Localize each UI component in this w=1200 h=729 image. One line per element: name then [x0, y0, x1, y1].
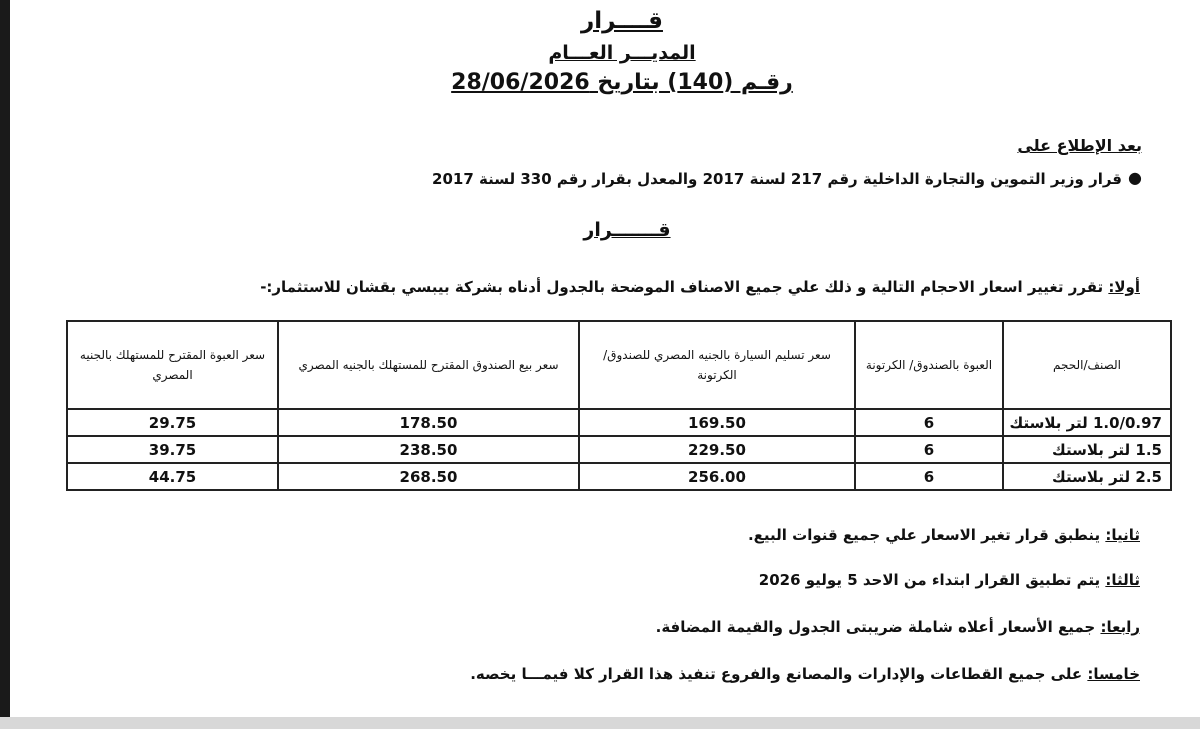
bullet-icon: ●	[1128, 168, 1142, 187]
clause-third-text: يتم تطبيق القرار ابتداء من الاحد 5 يوليو 2026	[758, 571, 1106, 589]
clause-second-text: ينطبق قرار تغير الاسعار علي جميع قنوات البيع.	[747, 526, 1106, 544]
clause-third-label: ثالثا:	[1105, 571, 1140, 589]
clause-second	[748, 526, 1140, 544]
clause-second-label: ثانيا:	[1105, 526, 1140, 544]
cell-size: 1.5 لتر بلاستك	[1003, 436, 1171, 463]
col-header-size: الصنف/الحجم	[1003, 321, 1171, 409]
clause-first-text: تقرر تغيير اسعار الاحجام التالية و ذلك علي جميع الاصناف الموضحة بالجدول أدناه بشركة بيبسي بقشان للاستثمار:-	[260, 278, 1109, 296]
clause-third	[759, 571, 1140, 589]
clause-fourth-label: رابعا:	[1100, 618, 1140, 636]
clause-fifth-text: على جميع القطاعات والإدارات والمصانع والفروع تنفيذ هذا القرار كلا فيمـــا يخصه.	[470, 665, 1088, 683]
clause-first-label: أولا:	[1108, 278, 1140, 296]
clause-fourth-text: جميع الأسعار أعلاه شاملة ضريبتى الجدول والقيمة المضافة.	[655, 618, 1101, 636]
cell-unit-price: 44.75	[67, 463, 278, 490]
cell-pack: 6	[855, 463, 1003, 490]
cell-unit-price: 29.75	[67, 409, 278, 436]
table-row	[67, 463, 1171, 490]
decision-document	[12, 0, 1200, 717]
table-header-row	[67, 321, 1171, 409]
cell-delivery-price: 256.00	[579, 463, 855, 490]
issuer-title: المديـــر العـــام	[548, 42, 696, 64]
clause-first	[260, 278, 1140, 296]
cell-delivery-price: 229.50	[579, 436, 855, 463]
reference-item: قرار وزير التموين والتجارة الداخلية رقم 217 لسنة 2017 والمعدل بقرار رقم 330 لسنة 2017	[432, 170, 1122, 188]
decision-number-date: رقـم (140) بتاريخ 28/06/2026	[451, 70, 793, 95]
table-row	[67, 409, 1171, 436]
cell-case-price: 238.50	[278, 436, 579, 463]
clause-fifth	[470, 665, 1140, 683]
cell-pack: 6	[855, 436, 1003, 463]
cell-case-price: 268.50	[278, 463, 579, 490]
cell-pack: 6	[855, 409, 1003, 436]
scan-left-edge	[0, 0, 10, 729]
cell-size: 1.0/0.97 لتر بلاستك	[1003, 409, 1171, 436]
cell-unit-price: 39.75	[67, 436, 278, 463]
after-review-heading: بعد الإطلاع على	[1017, 136, 1142, 155]
col-header-case-price: سعر بيع الصندوق المقترح للمستهلك بالجنيه المصري	[278, 321, 579, 409]
clause-fifth-label: خامسا:	[1087, 665, 1140, 683]
price-table	[66, 320, 1172, 491]
decision-heading: قـــــــرار	[583, 219, 671, 241]
col-header-delivery-price: سعر تسليم السيارة بالجنيه المصري للصندوق/الكرتونة	[579, 321, 855, 409]
document-title: قــــرار	[581, 8, 663, 34]
cell-size: 2.5 لتر بلاستك	[1003, 463, 1171, 490]
cell-delivery-price: 169.50	[579, 409, 855, 436]
col-header-unit-price: سعر العبوة المقترح للمستهلك بالجنيه المصري	[67, 321, 278, 409]
scan-bottom-edge	[0, 717, 1200, 729]
col-header-pack: العبوة بالصندوق/ الكرتونة	[855, 321, 1003, 409]
table-row	[67, 436, 1171, 463]
clause-fourth	[656, 618, 1140, 636]
cell-case-price: 178.50	[278, 409, 579, 436]
